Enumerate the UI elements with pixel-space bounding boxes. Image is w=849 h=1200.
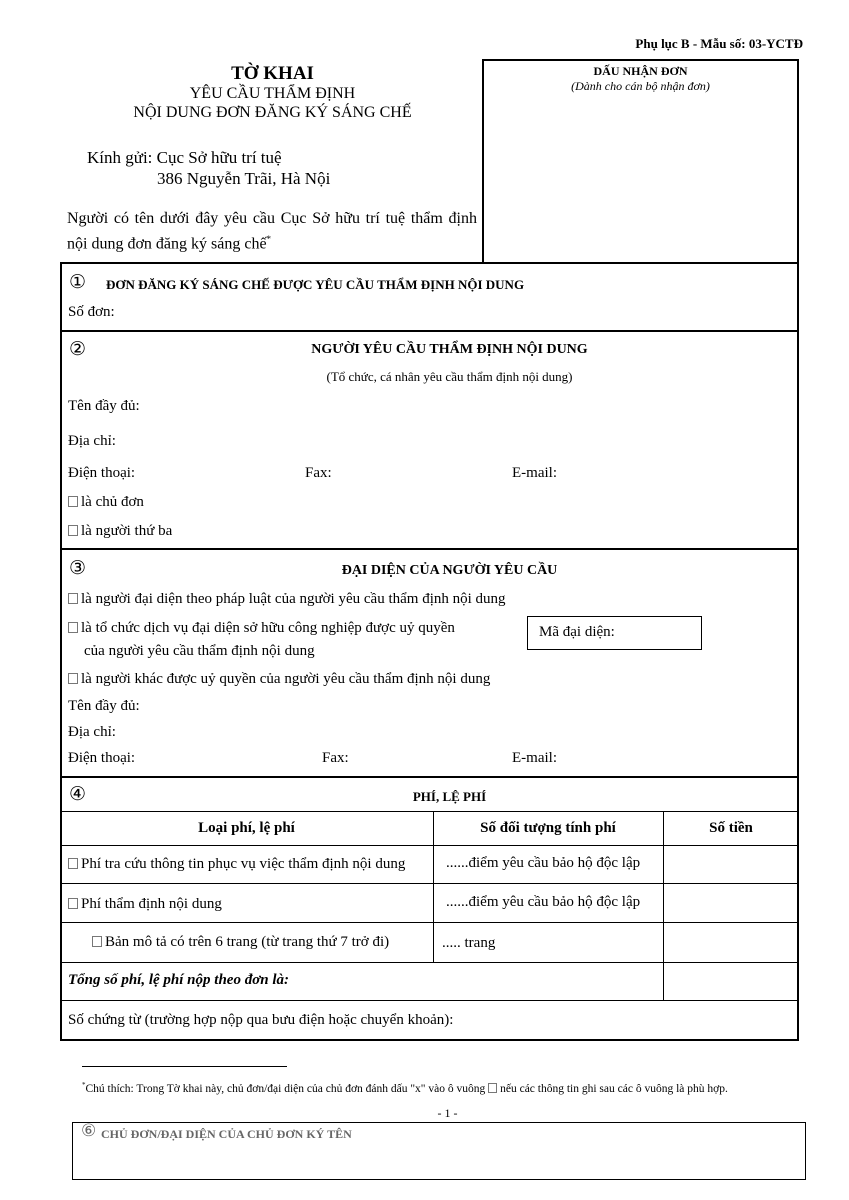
table-column-rule <box>663 811 664 1000</box>
stamp-title: DẤU NHẬN ĐƠN <box>593 64 688 78</box>
section-1-title: ĐƠN ĐĂNG KÝ SÁNG CHẾ ĐƯỢC YÊU CẦU THẨM ĐỊNH NỘI DUNG <box>106 277 525 292</box>
stamp-box <box>482 59 799 264</box>
form-subtitle-2: NỘI DUNG ĐƠN ĐĂNG KÝ SÁNG CHẾ <box>133 104 412 121</box>
requester-email-field[interactable]: E-mail: <box>512 465 557 481</box>
form-title: TỜ KHAI <box>231 63 314 84</box>
receipt-number-field[interactable]: Số chứng từ (trường hợp nộp qua bưu điện hoặc chuyển khoản): <box>68 1012 454 1028</box>
fee-table-header-type: Loại phí, lệ phí <box>198 820 295 836</box>
footnote-text: *Chú thích: Trong Tờ khai này, chủ đơn/đại diện của chủ đơn đánh dấu "x" vào ô vuông nếu các thông tin ghi sau các ô vuông là phù hợp. <box>82 1081 728 1095</box>
checkbox-icon[interactable] <box>68 898 78 909</box>
table-rule <box>60 922 799 923</box>
option-owner[interactable]: là chủ đơn <box>68 494 144 511</box>
requester-phone-field[interactable]: Điện thoại: <box>68 465 136 481</box>
table-rule <box>60 962 799 963</box>
option-third-party[interactable]: là người thứ ba <box>68 523 172 540</box>
requester-address-field[interactable]: Địa chỉ: <box>68 433 116 449</box>
representative-code-label: Mã đại diện: <box>539 624 615 640</box>
section-2-number: ② <box>69 339 87 360</box>
option-ip-agency-line2: của người yêu cầu thẩm định nội dung <box>84 643 315 659</box>
fee-row-search-count[interactable]: ......điểm yêu cầu bảo hộ độc lập <box>446 855 641 871</box>
representative-email-field[interactable]: E-mail: <box>512 750 557 766</box>
section-2-title: NGƯỜI YÊU CẦU THẨM ĐỊNH NỘI DUNG <box>311 342 588 357</box>
section-4-number: ④ <box>69 784 87 805</box>
divider <box>60 776 799 778</box>
option-legal-representative[interactable]: là người đại diện theo pháp luật của người yêu cầu thẩm định nội dung <box>68 591 506 608</box>
section-3-title: ĐẠI DIỆN CỦA NGƯỜI YÊU CẦU <box>341 563 558 578</box>
fee-row-examination[interactable]: Phí thẩm định nội dung <box>68 896 222 913</box>
checkbox-icon <box>488 1083 497 1093</box>
checkbox-icon[interactable] <box>68 622 78 633</box>
checkbox-icon[interactable] <box>92 936 102 947</box>
checkbox-icon[interactable] <box>68 593 78 604</box>
stamp-note: (Dành cho cán bộ nhận đơn) <box>571 79 710 93</box>
representative-address-field[interactable]: Địa chỉ: <box>68 724 116 740</box>
option-ip-agency[interactable]: là tổ chức dịch vụ đại diện sở hữu công nghiệp được uỷ quyền <box>68 620 455 637</box>
section-6-number: ⑥ <box>81 1121 97 1140</box>
section-6-box <box>72 1122 806 1180</box>
requester-fax-field[interactable]: Fax: <box>305 465 332 481</box>
application-number-field[interactable]: Số đơn: <box>68 304 115 320</box>
option-other-authorized[interactable]: là người khác được uỷ quyền của người yêu cầu thẩm định nội dung <box>68 671 490 688</box>
representative-fax-field[interactable]: Fax: <box>322 750 349 766</box>
table-rule <box>60 845 799 846</box>
intro-text: Người có tên dưới đây yêu cầu Cục Sở hữu trí tuệ thẩm định nội dung đơn đăng ký sáng chế* <box>67 210 477 253</box>
fee-row-extra-pages[interactable]: Bản mô tả có trên 6 trang (từ trang thứ 7 trở đi) <box>92 934 389 951</box>
fee-row-search[interactable]: Phí tra cứu thông tin phục vụ việc thẩm định nội dung <box>68 856 405 873</box>
checkbox-icon[interactable] <box>68 525 78 536</box>
checkbox-icon[interactable] <box>68 673 78 684</box>
page-number: - 1 - <box>437 1106 458 1120</box>
fee-table-header-count: Số đối tượng tính phí <box>480 820 616 836</box>
requester-name-field[interactable]: Tên đầy đủ: <box>68 398 140 414</box>
section-4-title: PHÍ, LỆ PHÍ <box>412 789 487 804</box>
representative-code-field[interactable] <box>527 616 702 650</box>
section-3-number: ③ <box>69 558 87 579</box>
table-rule <box>60 883 799 884</box>
divider <box>60 330 799 332</box>
fee-row-examination-count[interactable]: ......điểm yêu cầu bảo hộ độc lập <box>446 894 641 910</box>
recipient-label: Kính gửi: Cục Sở hữu trí tuệ <box>87 148 282 167</box>
fee-table-header-amount: Số tiền <box>709 820 753 836</box>
table-rule <box>60 1000 799 1001</box>
table-rule <box>60 811 799 812</box>
fee-total-label: Tổng số phí, lệ phí nộp theo đơn là: <box>68 972 290 988</box>
form-subtitle-1: YÊU CẦU THẨM ĐỊNH <box>189 85 356 102</box>
footnote-separator <box>82 1066 287 1067</box>
checkbox-icon[interactable] <box>68 496 78 507</box>
section-1-number: ① <box>69 272 87 293</box>
section-6-title: CHỦ ĐƠN/ĐẠI DIỆN CỦA CHỦ ĐƠN KÝ TÊN <box>101 1127 352 1141</box>
section-2-note: (Tổ chức, cá nhân yêu cầu thẩm định nội dung) <box>326 369 573 384</box>
representative-phone-field[interactable]: Điện thoại: <box>68 750 136 766</box>
checkbox-icon[interactable] <box>68 858 78 869</box>
representative-name-field[interactable]: Tên đầy đủ: <box>68 698 140 714</box>
recipient-address: 386 Nguyễn Trãi, Hà Nội <box>157 169 331 188</box>
fee-row-extra-pages-count[interactable]: ..... trang <box>442 935 496 951</box>
divider <box>60 548 799 550</box>
appendix-label: Phụ lục B - Mẫu số: 03-YCTĐ <box>635 36 803 51</box>
